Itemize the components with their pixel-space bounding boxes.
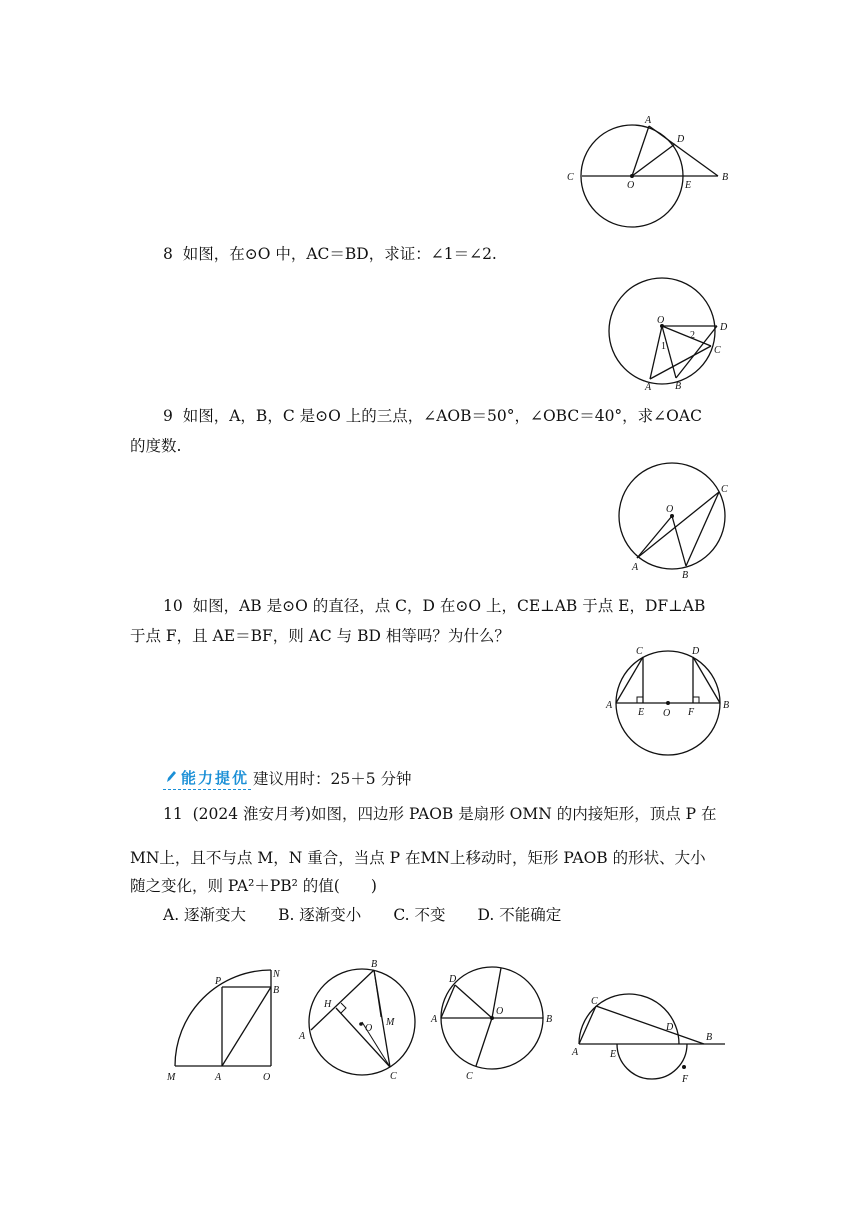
- svg-text:B: B: [682, 570, 689, 581]
- svg-text:D: D: [720, 322, 728, 333]
- svg-text:F: F: [688, 707, 695, 718]
- svg-text:O: O: [666, 504, 674, 515]
- svg-text:D: D: [666, 1022, 674, 1033]
- section-time-note: 建议用时：25＋5 分钟: [253, 770, 412, 788]
- question-text-line1: (2024 淮安月考)如图，四边形 PAOB 是扇形 OMN 的内接矩形，顶点 P 在: [192, 805, 717, 823]
- svg-text:O: O: [496, 1006, 504, 1017]
- svg-text:H: H: [324, 999, 332, 1010]
- svg-text:B: B: [546, 1014, 553, 1025]
- svg-text:A: A: [632, 562, 639, 573]
- svg-text:A: A: [645, 115, 652, 126]
- question-text: 如图，在⊙O 中，AC＝BD，求证：∠1＝∠2.: [182, 245, 497, 263]
- svg-text:O: O: [627, 180, 635, 191]
- svg-text:A: A: [645, 382, 652, 393]
- question-number: 8: [163, 245, 173, 263]
- svg-text:B: B: [706, 1032, 713, 1043]
- svg-text:1: 1: [661, 341, 666, 352]
- svg-text:C: C: [721, 484, 728, 495]
- svg-text:N: N: [273, 969, 280, 980]
- svg-text:O: O: [365, 1023, 373, 1034]
- svg-text:B: B: [723, 700, 730, 711]
- question-text-line2: 于点 F，且 AE＝BF，则 AC 与 BD 相等吗？为什么？: [130, 627, 510, 645]
- svg-text:E: E: [685, 180, 692, 191]
- svg-text:E: E: [610, 1049, 617, 1060]
- svg-text:F: F: [682, 1074, 689, 1085]
- svg-text:M: M: [167, 1072, 176, 1083]
- svg-text:D: D: [692, 646, 700, 657]
- svg-text:2: 2: [690, 330, 695, 341]
- svg-text:M: M: [386, 1017, 395, 1028]
- option-d[interactable]: D. 不能确定: [477, 906, 562, 924]
- svg-text:B: B: [722, 172, 729, 183]
- svg-text:B: B: [273, 985, 280, 996]
- question-text-line2: MN上，且不与点 M，N 重合，当点 P 在MN上移动时，矩形 PAOB 的形状、大小: [130, 849, 706, 867]
- question-number: 9: [163, 407, 173, 425]
- question-text-line2: 的度数.: [130, 437, 182, 455]
- question-number: 11: [163, 805, 183, 823]
- svg-text:C: C: [567, 172, 574, 183]
- question-text-line1: 如图，A，B，C 是⊙O 上的三点，∠AOB＝50°，∠OBC＝40°，求∠OAC: [182, 407, 702, 425]
- svg-text:D: D: [449, 974, 457, 985]
- section-title: 能力提优: [181, 768, 250, 787]
- svg-text:B: B: [371, 959, 378, 970]
- svg-text:C: C: [466, 1071, 473, 1082]
- question-number: 10: [163, 597, 183, 615]
- question-text-line3: 随之变化，则 PA²＋PB² 的值( ): [130, 877, 377, 895]
- question-text-line1: 如图，AB 是⊙O 的直径，点 C，D 在⊙O 上，CE⊥AB 于点 E，DF⊥AB: [192, 597, 706, 615]
- svg-text:A: A: [215, 1072, 222, 1083]
- option-b[interactable]: B. 逐渐变小: [278, 906, 362, 924]
- svg-text:O: O: [657, 315, 665, 326]
- svg-text:A: A: [431, 1014, 438, 1025]
- svg-text:C: C: [390, 1071, 397, 1082]
- svg-text:A: A: [299, 1031, 306, 1042]
- option-c[interactable]: C. 不变: [393, 906, 446, 924]
- svg-text:E: E: [638, 707, 645, 718]
- svg-text:A: A: [606, 700, 613, 711]
- svg-text:P: P: [215, 976, 222, 987]
- svg-text:C: C: [636, 646, 643, 657]
- svg-text:B: B: [675, 381, 682, 392]
- svg-text:A: A: [572, 1047, 579, 1058]
- svg-text:C: C: [714, 345, 721, 356]
- svg-text:O: O: [263, 1072, 271, 1083]
- option-a[interactable]: A. 逐渐变大: [163, 906, 247, 924]
- svg-text:C: C: [591, 996, 598, 1007]
- svg-text:D: D: [677, 134, 685, 145]
- svg-text:O: O: [663, 708, 671, 719]
